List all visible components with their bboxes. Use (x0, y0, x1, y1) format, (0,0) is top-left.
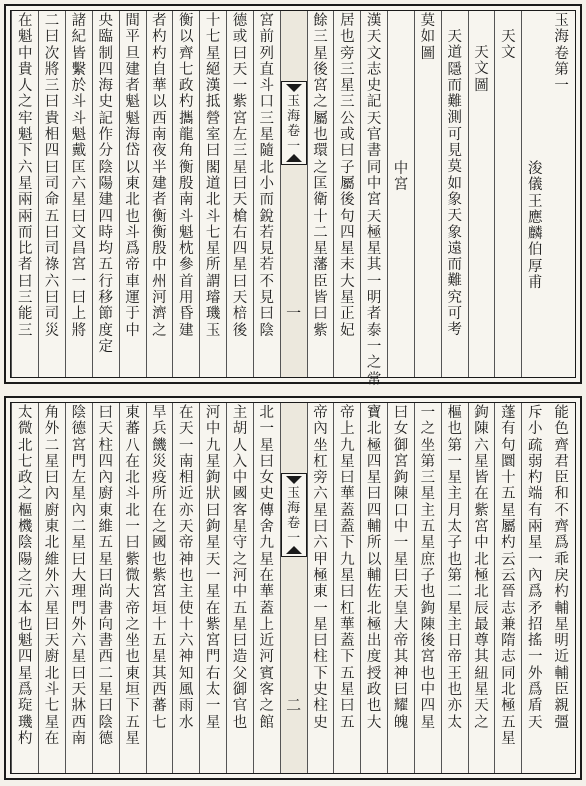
bottom-page-columns (11, 403, 575, 773)
text-column (65, 11, 92, 377)
column-text: 央臨制四海史記作分陰陽建四時均五行移節度定 (98, 13, 113, 355)
text-column (414, 403, 441, 773)
column-text: 帝內坐杠旁六星曰六甲極東一星曰柱下史柱史 (313, 405, 328, 731)
column-text: 天道隱而難測可見莫如象天象遠而難究可考 (447, 29, 462, 339)
column-text: 曰天柱四內廚東維五星曰尚書向書西二星曰陰德 (98, 405, 113, 747)
text-column (92, 403, 119, 773)
text-column (38, 11, 65, 377)
text-column (307, 403, 334, 773)
column-text: 德或曰天一紫宮左三星曰天槍右四星曰天棓後 (232, 13, 248, 339)
text-column (521, 403, 548, 773)
fish-tail-top-icon (286, 476, 302, 484)
column-text: 寶北極四星曰四輔所以輔佐北極出度授政也大 (366, 405, 382, 731)
folio-title: 玉海卷一 (287, 94, 301, 154)
column-text: 在魁中貴人之牢魁下六星兩兩而比者曰三能三 (17, 13, 33, 339)
top-page-frame (10, 10, 576, 388)
bottom-page-frame (10, 402, 576, 774)
text-column (494, 403, 521, 773)
column-text: 太微北七政之樞機陰陽之元本也魁四星爲琁璣杓 (17, 405, 33, 747)
column-text: 曰女御宮鉤陳口中一星曰天皇大帝其神曰耀魄 (393, 405, 409, 731)
folio-title: 玉海卷一 (287, 486, 301, 546)
text-column (360, 403, 387, 773)
column-text: 者杓杓自華以西南夜半建者衡衡殷中州河濟之 (152, 13, 167, 339)
column-text: 間平旦建者魁魁海岱以東北也斗爲帝車運于中 (125, 13, 140, 339)
text-column (119, 403, 146, 773)
column-text: 蓬有句圜十五星屬杓云云晉志兼隋志同北極五星 (501, 405, 516, 747)
text-column (360, 11, 387, 388)
text-column (387, 403, 414, 773)
column-text: 主胡人入中國客星守之河中五星曰造父御官也 (232, 405, 248, 731)
column-text: 衡以齊七政杓攜龍角衡殷南斗魁枕參首用昏建 (179, 13, 194, 339)
column-text: 諸紀皆繫於斗斗魁戴匡六星曰文昌宮一曰上將 (71, 13, 87, 339)
column-text: 十七星絕漢抵營室曰閣道北斗七星所謂璿璣玉 (205, 13, 221, 339)
column-text: 旱兵饑災疫所在之國也紫宮垣十五星其西蕃七 (152, 405, 167, 731)
column-text: 居也旁三星三公或曰子屬後句四星末大星正妃 (340, 13, 355, 339)
text-column (468, 403, 495, 773)
text-column (253, 403, 280, 773)
text-column (92, 11, 119, 377)
folio-center-column (280, 403, 307, 773)
text-column (548, 403, 575, 773)
column-text: 宮前列直斗口三星隨北小而銳若見若不見曰陰 (259, 13, 275, 339)
text-column (199, 11, 226, 377)
fish-tail-bottom-icon (286, 546, 302, 554)
fish-tail-top-icon (286, 84, 302, 92)
text-column (172, 11, 199, 377)
column-text: 鉤陳六星皆在紫宮中北極北辰最尊其紐星天之 (474, 405, 489, 731)
text-column (441, 11, 468, 377)
column-text: 在天一南相近亦天帝神也主使十六神知風雨水 (179, 405, 194, 731)
text-column (441, 403, 468, 773)
column-text: 一之坐第三星主五星庶子也鉤陳後宮也中四星 (420, 405, 436, 731)
folio-title-block (281, 473, 307, 557)
fish-tail-bottom-icon (286, 154, 302, 162)
text-column (548, 11, 575, 377)
text-column (333, 403, 360, 773)
text-column (333, 11, 360, 377)
text-column (38, 403, 65, 773)
top-page-columns (11, 11, 575, 388)
column-text: 北一星曰女史傳舍九星在華蓋上近河賓客之館 (259, 405, 275, 731)
column-text: 莫如圖 (420, 13, 436, 62)
text-column (226, 11, 253, 377)
column-text: 二曰次將三曰貴相四曰司命五曰司祿六曰司災 (44, 13, 60, 339)
column-text: 浚儀王應麟伯厚甫 (527, 161, 543, 292)
text-column (387, 11, 414, 377)
column-text: 東蕃八在北斗北一曰紫微大帝之坐也東垣下五星 (125, 405, 140, 747)
column-text: 河中九星鉤狀曰鉤星天一星在紫宮門右太一星 (205, 405, 221, 731)
text-column (172, 403, 199, 773)
column-text: 樞也第一星主月太子也第二星主日帝王也亦太 (447, 405, 462, 731)
folio-page-number: 一 (286, 304, 302, 322)
text-column (414, 11, 441, 377)
text-column (226, 403, 253, 773)
text-column (468, 11, 495, 377)
text-column (521, 11, 548, 377)
bottom-page (4, 396, 582, 780)
text-column (11, 403, 38, 773)
text-column (65, 403, 92, 773)
text-column (199, 403, 226, 773)
column-text: 天文 (501, 29, 516, 62)
top-page (4, 4, 582, 388)
column-text: 陰德宮門左星內二星曰大理門外六星曰天牀西南 (71, 405, 87, 747)
column-text: 餘三星後宮之屬也環之匡衛十二星藩臣皆曰紫 (313, 13, 328, 339)
text-column (11, 11, 38, 377)
column-text: 帝上九星曰華蓋蓋下九星曰杠華蓋下五星曰五 (340, 405, 355, 731)
column-text: 斥小疏弱杓端有兩星一內爲矛招搖一外爲盾天 (527, 405, 543, 731)
folio-title-block (281, 81, 307, 165)
column-text: 角外二星曰內廚東北維外六星曰天廚北斗七星在 (44, 405, 60, 747)
text-column (146, 403, 173, 773)
column-text: 漢天文志史記天官書同中宮天極星其一明者泰一之常 (366, 13, 382, 388)
folio-center-column (280, 11, 307, 377)
text-column (146, 11, 173, 377)
column-text: 中宮 (393, 161, 409, 194)
text-column (494, 11, 521, 377)
column-text: 玉海卷第一 (554, 13, 569, 95)
column-text: 天文圖 (474, 45, 489, 94)
folio-page-number: 二 (286, 696, 302, 714)
column-text: 能色齊君臣和不齊爲乖戾杓輔星明近輔臣親彊 (554, 405, 569, 731)
text-column (307, 11, 334, 377)
text-column (253, 11, 280, 377)
text-column (119, 11, 146, 377)
